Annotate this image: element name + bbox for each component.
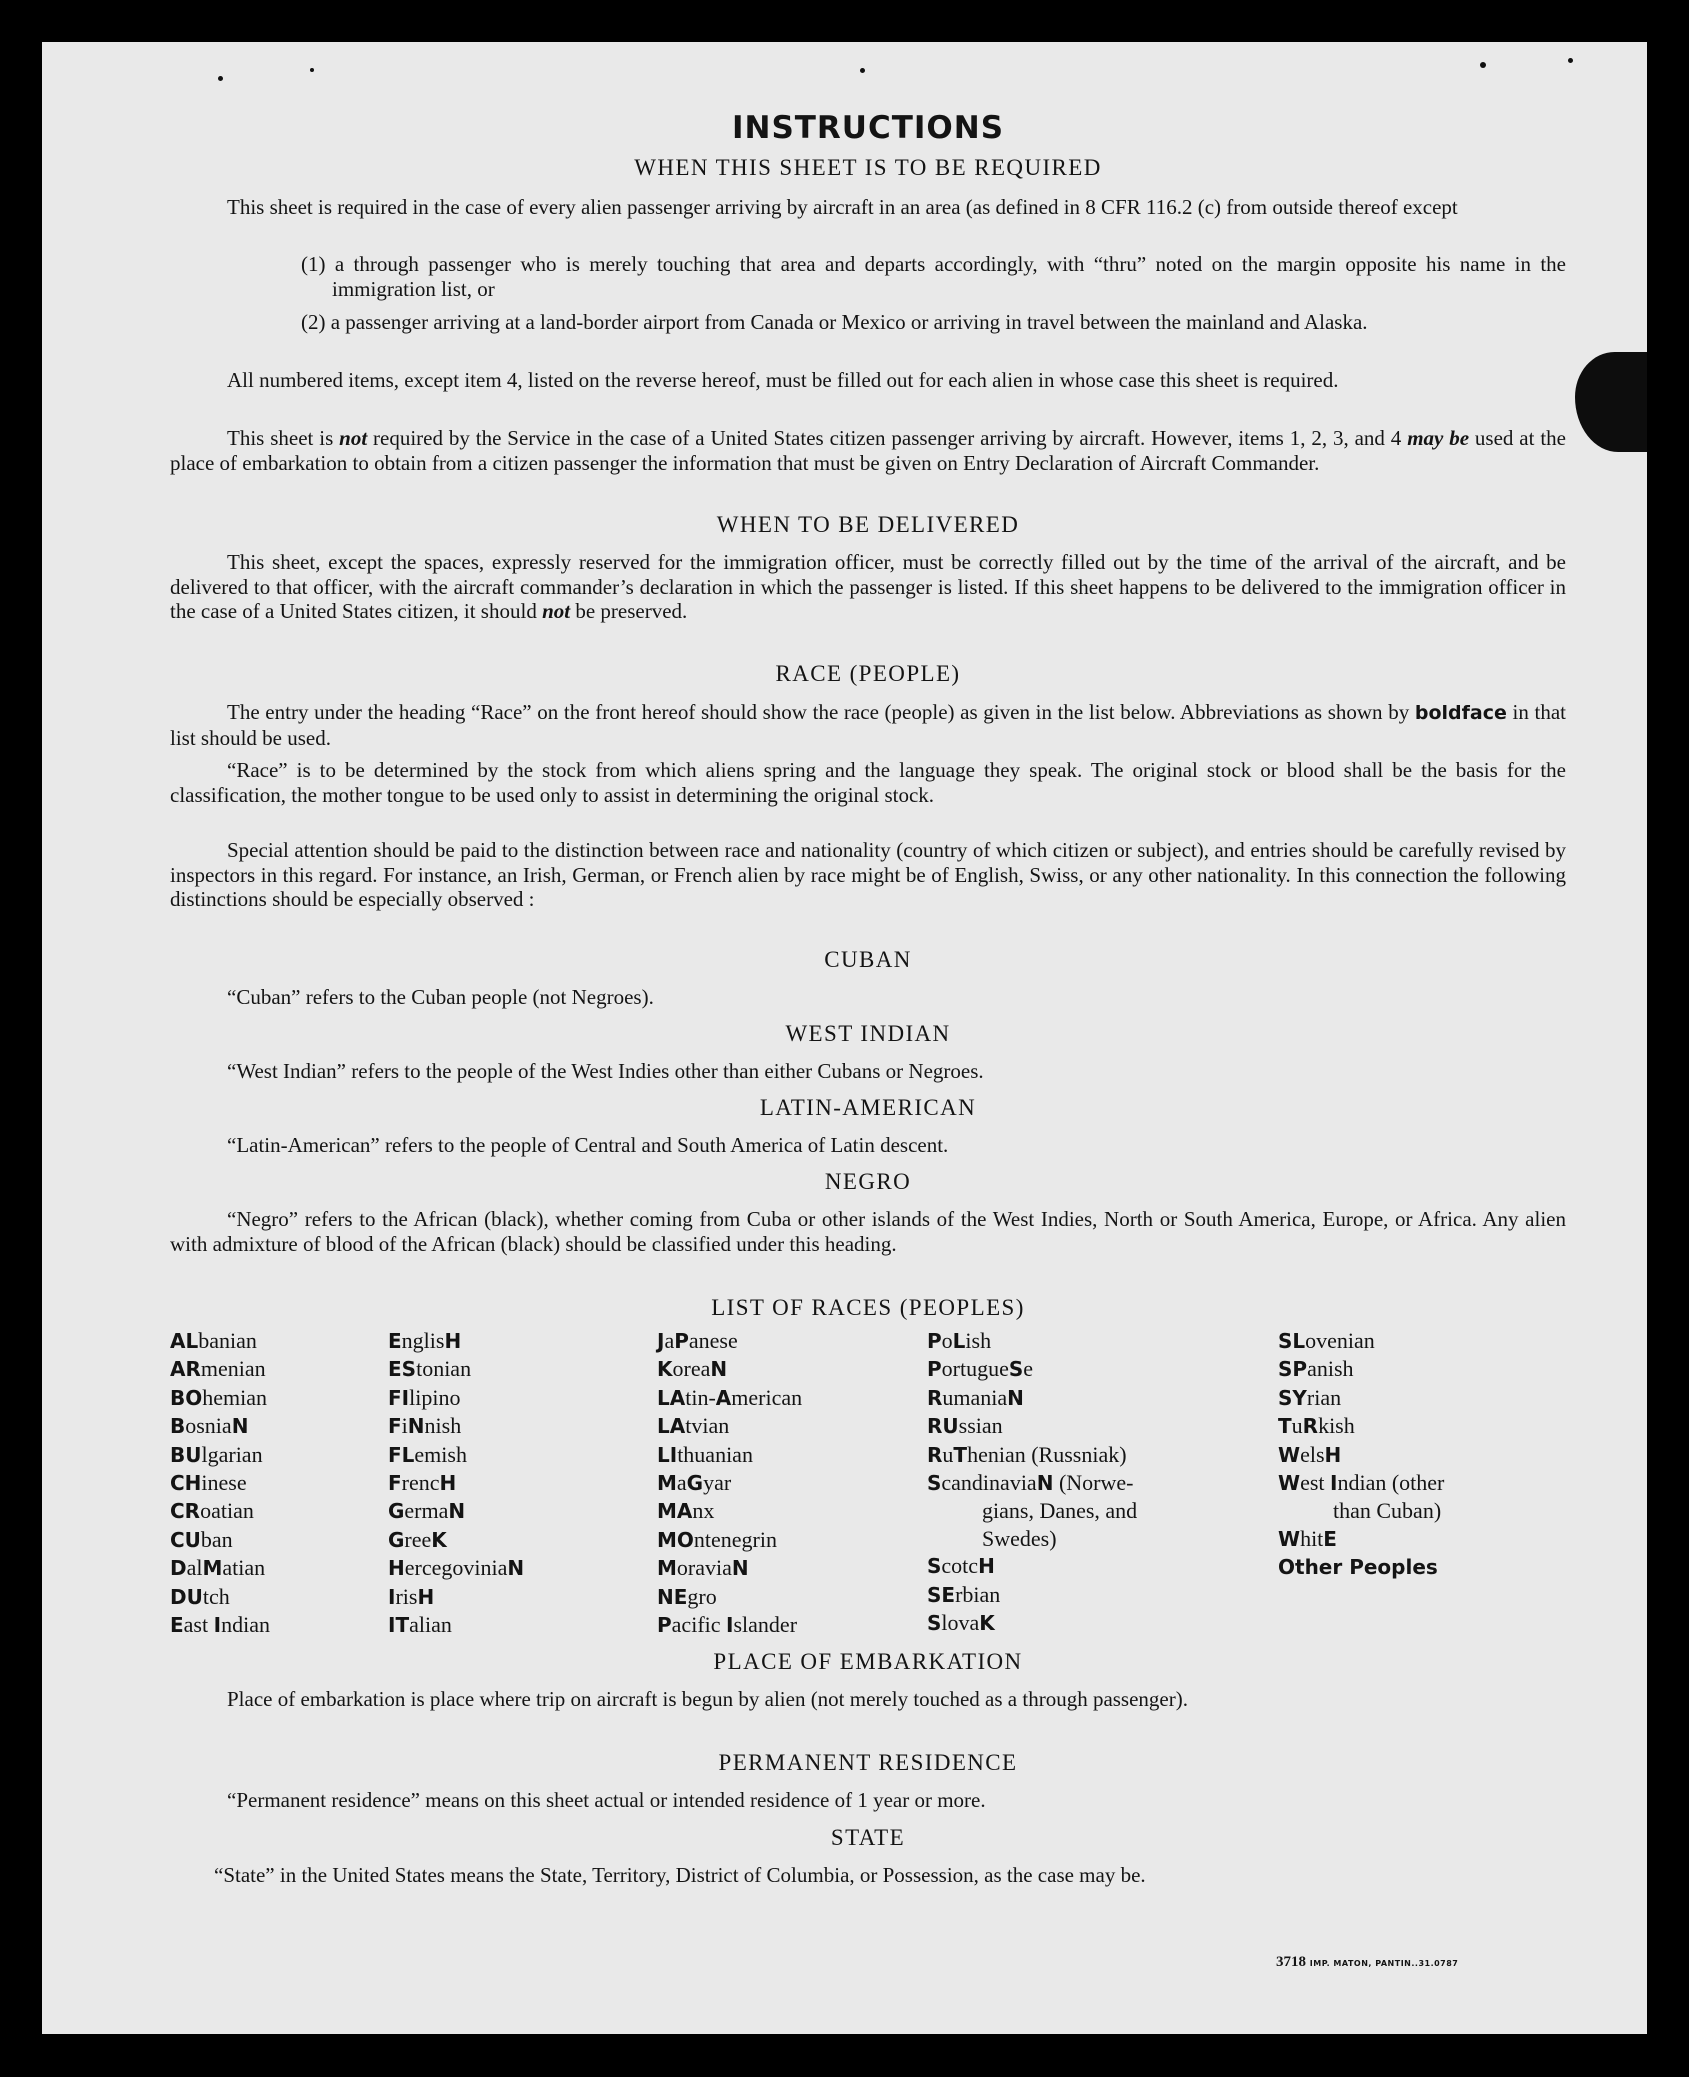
race-abbreviation: E [388,1329,402,1353]
race-entry [170,1384,270,1412]
race-abbreviation: I [1330,1471,1338,1496]
race-text: henian (Russniak) [967,1441,1127,1467]
race-text: menian [200,1356,266,1382]
race-text: renc [401,1470,440,1496]
race-text: est [1300,1470,1331,1496]
race-text: banian [198,1328,257,1353]
race-abbreviation: E [170,1613,184,1638]
race-text: rbian [955,1581,1001,1607]
race-abbreviation: N [1007,1385,1024,1410]
race-text: kish [1318,1413,1355,1439]
race-text: erma [404,1498,449,1524]
race-abbreviation: H [444,1329,462,1353]
speck [1568,58,1573,63]
race-list-column-5 [1278,1327,1444,1582]
race-text: hemian [202,1384,268,1410]
race-text: ree [404,1526,432,1552]
race-list-column-1 [170,1327,270,1639]
race-entry [657,1469,802,1497]
race-abbreviation: N [407,1414,425,1439]
race-abbreviation: NE [657,1584,688,1609]
race-text: ercegovinia [404,1555,508,1581]
race-entry [1278,1525,1444,1553]
race-entry [170,1327,270,1355]
race-entry [927,1552,1137,1580]
race-abbreviation: K [979,1611,995,1636]
race-abbreviation: S [927,1611,942,1636]
race-abbreviation: ES [388,1357,417,1382]
race-abbreviation: R [1302,1414,1319,1439]
race-entry [927,1327,1137,1355]
race-list-column-4 [927,1327,1137,1637]
heading-place-of-embarkation: PLACE OF EMBARKATION [713,1649,1023,1674]
race-list-column-2 [388,1327,524,1639]
race-abbreviation: LA [657,1385,686,1410]
heading-permanent-residence: PERMANENT RESIDENCE [718,1750,1018,1775]
race-abbreviation: D [170,1556,187,1581]
race-abbreviation: G [686,1471,704,1496]
race-text: Swedes) [982,1525,1057,1551]
heading-when-delivered: WHEN TO BE DELIVERED [716,512,1020,537]
race-entry [927,1384,1137,1412]
race-abbreviation: CU [170,1527,201,1552]
race-abbreviation: W [1278,1471,1301,1496]
race-abbreviation: Other Peoples [1278,1555,1438,1580]
race-abbreviation: F [388,1471,402,1496]
race-abbreviation: S [927,1471,942,1496]
race-abbreviation: W [1278,1442,1301,1467]
race-entry [657,1412,802,1440]
race-abbreviation: M [657,1471,677,1496]
race-entry [388,1327,524,1355]
page-title: INSTRUCTIONS [731,110,1005,146]
race-abbreviation: N [507,1556,525,1581]
race-text: u [942,1441,954,1467]
heading-race: RACE (PEOPLE) [775,661,961,686]
race-entry [927,1469,1137,1497]
race-text: tvian [685,1413,730,1439]
race-abbreviation: LA [657,1414,686,1439]
race-text: e [1023,1356,1034,1382]
cuban-text: “Cuban” refers to the Cuban people (not Negroes). [227,985,654,1009]
race-text: orea [672,1356,711,1382]
race-entry [388,1583,524,1611]
race-abbreviation: FL [388,1442,415,1467]
race-abbreviation: M [657,1556,677,1581]
race-text: gians, Danes, and [982,1498,1138,1524]
race-abbreviation: SY [1278,1385,1307,1410]
race-entry [1278,1497,1444,1524]
race-abbreviation: MA [657,1499,693,1524]
race-text: tch [202,1583,230,1609]
race-entry [927,1609,1137,1637]
race-entry [170,1611,270,1639]
race-text: yar [703,1470,732,1496]
west-indian-text: “West Indian” refers to the people of the West Indies other than either Cubans or Negroes. [227,1059,984,1083]
race-text: ssian [958,1413,1003,1439]
form-number: 3718 [1276,1954,1306,1970]
heading-negro: NEGRO [824,1169,912,1194]
race-abbreviation: B [170,1414,186,1439]
race-entry [657,1497,802,1525]
race-abbreviation: BO [170,1385,203,1410]
race-paragraph-3: Special attention should be paid to the distinction between race and nationality (country of which citizen or subject), and entries should be carefully revised by inspectors in this regard. For instance, an Irish, German, or French alien by race might be of English, Swiss, or any other nationality. In this connection the following distinctions should be especially observed : [170,838,1566,911]
race-text: inese [201,1470,247,1496]
speck [310,68,314,72]
race-abbreviation: W [1278,1526,1301,1551]
race-abbreviation: H [978,1554,995,1579]
race-entry [170,1441,270,1469]
race-abbreviation: S [927,1554,942,1579]
race-abbreviation: H [417,1584,435,1609]
race-abbreviation: DU [170,1584,203,1609]
race-text: ovenian [1305,1328,1375,1353]
race-abbreviation: R [927,1442,943,1467]
race-abbreviation: SE [927,1582,956,1607]
heading-cuban: CUBAN [824,947,912,972]
race-abbreviation: G [388,1527,405,1552]
race-text: lipino [409,1384,461,1410]
race-entry [657,1554,802,1582]
heading-latin-american: LATIN-AMERICAN [759,1095,977,1120]
race-abbreviation: J [657,1329,665,1353]
race-abbreviation: AR [170,1357,201,1382]
place-of-embarkation-text: Place of embarkation is place where trip on aircraft is begun by alien (not merely touched as a through passenger). [227,1687,1188,1711]
race-abbreviation: I [213,1613,222,1638]
race-entry [170,1526,270,1554]
race-abbreviation: L [952,1329,966,1353]
race-text: ndian [221,1612,270,1638]
race-abbreviation: P [674,1329,689,1353]
race-text: osnia [185,1413,232,1439]
negro-text: “Negro” refers to the African (black), whether coming from Cuba or other islands of the West Indies, North or South America, Europe, or Africa. Any alien with admixture of blood of the African (black) should be classified under this heading. [170,1207,1566,1256]
race-entry [927,1441,1137,1469]
race-entry [1278,1441,1444,1469]
race-abbreviation: P [927,1329,942,1353]
speck [860,68,865,73]
race-paragraph-1: The entry under the heading “Race” on the front hereof should show the race (people) as given in the list below. Abbreviations as shown by boldface in that list should be used. [170,700,1567,750]
race-entry [388,1412,524,1440]
race-abbreviation: FI [388,1385,410,1410]
race-entry [657,1583,802,1611]
race-entry [388,1554,524,1582]
heading-state: STATE [830,1825,906,1850]
race-entry [170,1554,270,1582]
race-text: u [1291,1413,1303,1439]
race-abbreviation: IT [388,1613,410,1638]
race-text: lova [941,1610,980,1636]
race-entry [1278,1469,1444,1497]
numbered-items-paragraph: All numbered items, except item 4, listed on the reverse hereof, must be filled out for each alien in whose case this sheet is required. [227,368,1339,392]
race-abbreviation: RU [927,1414,959,1439]
race-text: alian [409,1612,452,1638]
race-entry [388,1526,524,1554]
race-entry [388,1469,524,1497]
race-entry [388,1384,524,1412]
race-abbreviation: G [388,1499,405,1524]
race-abbreviation: E [1323,1526,1337,1551]
race-entry [657,1384,802,1412]
race-abbreviation: H [388,1556,405,1581]
race-entry [388,1355,524,1383]
race-text: anese [688,1328,738,1353]
race-text: gro [687,1583,717,1609]
race-abbreviation: H [1324,1442,1342,1467]
race-entry [388,1497,524,1525]
latin-american-text: “Latin-American” refers to the people of Central and South America of Latin descent. [227,1133,949,1157]
race-text: merican [731,1384,803,1410]
paper-damage-mark [1575,352,1647,452]
race-abbreviation: AL [170,1329,199,1353]
race-entry [927,1412,1137,1440]
race-text: rian [1306,1384,1342,1410]
race-entry [927,1497,1137,1524]
race-abbreviation: BU [170,1442,202,1467]
race-entry [657,1441,802,1469]
race-abbreviation: SP [1278,1357,1308,1382]
race-abbreviation: M [202,1556,223,1581]
race-abbreviation: N [448,1499,466,1524]
race-text: ast [183,1612,214,1638]
race-abbreviation: P [657,1613,672,1638]
printer-imprint: IMP. MATON, PANTIN..31.0787 [1309,1959,1459,1968]
race-text: ndian (other [1337,1470,1445,1496]
race-text: els [1300,1441,1325,1467]
race-text: slander [733,1612,798,1638]
race-abbreviation: K [431,1527,447,1552]
race-abbreviation: N [731,1556,749,1581]
race-abbreviation: K [657,1357,673,1382]
race-list-column-3 [657,1327,802,1639]
race-entry [927,1525,1137,1552]
race-entry [1278,1327,1444,1355]
race-abbreviation: P [927,1357,942,1382]
race-entry [657,1526,802,1554]
race-text: ntenegrin [693,1526,777,1552]
race-text: atian [222,1555,266,1581]
race-text: a [664,1328,675,1353]
race-entry [170,1469,270,1497]
race-text: nglis [401,1328,445,1353]
race-paragraph-2: “Race” is to be determined by the stock from which aliens spring and the language they speak. The original stock or blood shall be the basis for the classification, the mother tongue to be used only to assist in determining the original stock. [170,758,1566,807]
race-entry [388,1611,524,1639]
race-text: oatian [200,1498,254,1524]
race-entry [927,1355,1137,1383]
race-entry [1278,1355,1444,1383]
race-entry [170,1583,270,1611]
race-entry [657,1355,802,1383]
race-text: o [941,1328,953,1353]
race-abbreviation: CR [170,1499,201,1524]
race-text: ban [200,1526,233,1552]
race-abbreviation: N [1036,1471,1054,1496]
race-text: emish [414,1441,467,1467]
race-entry [1278,1412,1444,1440]
race-entry [1278,1553,1444,1581]
race-entry [927,1581,1137,1609]
speck [218,76,223,81]
race-text: i [401,1413,408,1439]
race-abbreviation: LI [657,1442,678,1467]
exception-item-2: (2) a passenger arriving at a land-border airport from Canada or Mexico or arriving in travel between the mainland and Alaska. [301,310,1368,334]
race-abbreviation: H [439,1471,457,1496]
race-abbreviation: I [388,1584,396,1609]
race-abbreviation: N [710,1357,728,1382]
document-sheet [42,42,1647,2034]
race-text: candinavia [941,1470,1037,1496]
race-abbreviation: T [953,1442,968,1467]
race-text: ish [965,1328,992,1353]
exception-item-1: (1) a through passenger who is merely touching that area and departs accordingly, with “thru” noted on the margin opposite his name in the immigration list, or [301,252,1566,301]
race-text: tin- [685,1384,716,1410]
race-abbreviation: T [1278,1414,1292,1439]
race-abbreviation: MO [657,1527,694,1552]
when-delivered-text: This sheet, except the spaces, expressly reserved for the immigration officer, must be correctly filled out by the time of the arrival of the aircraft, and be delivered to that officer, with the aircraft commander’s declaration in which the passenger is listed. If this sheet happens to be delivered to the immigration officer in the case of a United States citizen, it should not be preserved. [170,550,1566,623]
race-text: (Norwe- [1053,1470,1134,1496]
race-entry [1278,1384,1444,1412]
race-abbreviation: I [726,1613,734,1638]
race-abbreviation: SL [1278,1329,1306,1353]
race-text: al [186,1555,203,1581]
when-required-intro: This sheet is required in the case of every alien passenger arriving by aircraft in an area (as defined in 8 CFR 116.2 (c) from outside thereof except [227,195,1458,219]
race-entry [657,1611,802,1639]
race-text: cotc [941,1553,979,1579]
race-text: than Cuban) [1333,1498,1442,1524]
heading-when-required: WHEN THIS SHEET IS TO BE REQUIRED [634,155,1102,180]
race-entry [170,1412,270,1440]
citizen-paragraph: This sheet is not required by the Service in the case of a United States citizen passenger arriving by aircraft. However, items 1, 2, 3, and 4 may be used at the place of embarkation to obtain from a citizen passenger the information that must be given on Entry Declaration of Aircraft Commander. [170,426,1566,475]
race-abbreviation: S [1008,1357,1024,1382]
race-entry [170,1355,270,1383]
race-abbreviation: CH [170,1471,202,1496]
race-text: thuanian [677,1441,753,1467]
race-text: anish [1307,1356,1354,1382]
form-footer [1276,1954,1458,1971]
race-text: a [676,1470,687,1496]
race-text: ortugue [941,1356,1009,1382]
heading-west-indian: WEST INDIAN [785,1021,951,1046]
heading-list-of-races: LIST OF RACES (PEOPLES) [711,1295,1025,1320]
race-abbreviation: N [231,1414,249,1439]
state-text: “State” in the United States means the State, Territory, District of Columbia, or Possession, as the case may be. [214,1863,1146,1887]
race-text: ris [395,1583,418,1609]
race-text: nx [692,1498,715,1524]
race-text: hit [1300,1525,1324,1551]
race-abbreviation: A [715,1385,732,1410]
race-text: lgarian [201,1441,263,1467]
race-text: nish [424,1413,462,1439]
race-entry [657,1327,802,1355]
race-abbreviation: R [927,1385,943,1410]
race-abbreviation: F [388,1414,402,1439]
race-entry [170,1497,270,1525]
race-text: tonian [416,1356,472,1382]
race-entry [388,1441,524,1469]
race-text: oravia [676,1555,732,1581]
race-text: umania [942,1384,1008,1410]
speck [1480,62,1486,68]
race-text: acific [671,1612,727,1638]
permanent-residence-text: “Permanent residence” means on this sheet actual or intended residence of 1 year or more. [227,1788,986,1812]
